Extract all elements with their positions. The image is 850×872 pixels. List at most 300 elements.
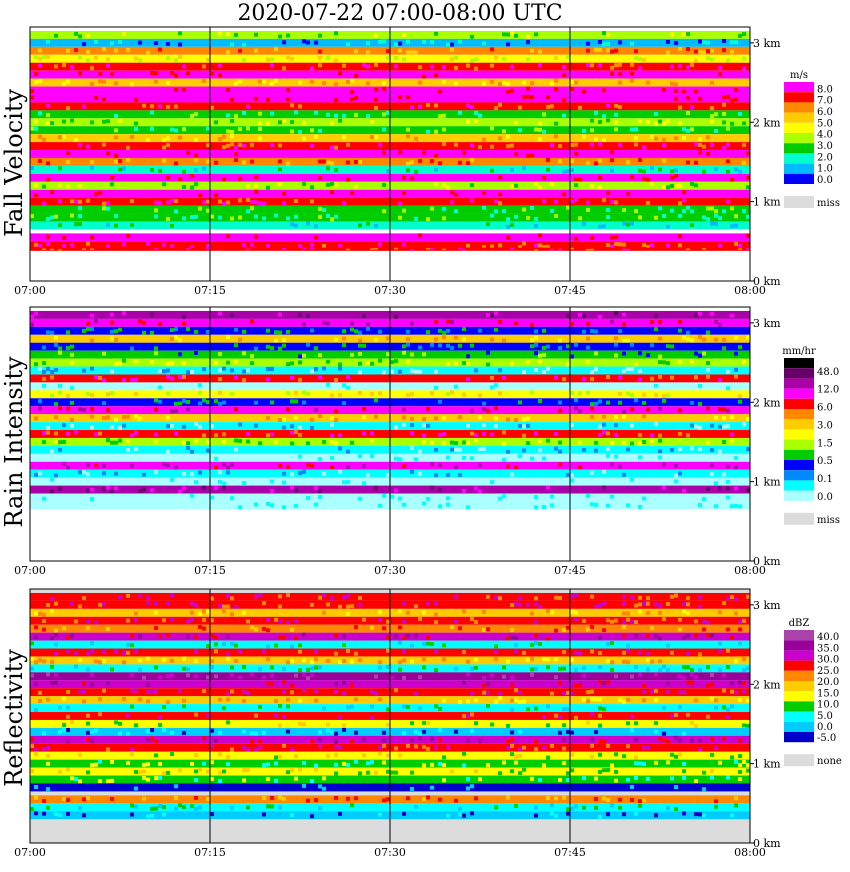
data-cell — [62, 479, 66, 483]
data-cell — [202, 486, 206, 490]
data-cell — [350, 683, 354, 687]
data-cell — [346, 605, 350, 609]
data-cell — [50, 478, 54, 482]
data-cell — [690, 721, 694, 725]
data-cell — [514, 755, 518, 759]
data-cell — [418, 675, 422, 679]
data-cell — [170, 617, 174, 621]
data-cell — [42, 619, 46, 623]
colorbar-swatch — [784, 712, 814, 722]
y-tick-label: 2 km — [753, 116, 781, 130]
data-cell — [538, 439, 542, 443]
data-cell — [230, 98, 234, 102]
data-cell — [498, 771, 502, 775]
data-cell — [462, 650, 466, 654]
data-cell — [266, 235, 270, 239]
data-cell — [602, 198, 606, 202]
data-cell — [250, 243, 254, 247]
data-cell — [578, 465, 582, 469]
data-cell — [690, 235, 694, 239]
data-cell — [362, 407, 366, 411]
data-cell — [530, 49, 534, 53]
data-cell — [642, 745, 646, 749]
data-cell — [66, 432, 70, 436]
data-cell — [714, 209, 718, 213]
data-cell — [654, 721, 658, 725]
data-cell — [646, 178, 650, 182]
data-cell — [326, 166, 330, 170]
data-cell — [630, 343, 634, 347]
data-cell — [386, 455, 390, 459]
data-cell — [630, 442, 634, 446]
data-cell — [458, 807, 462, 811]
data-cell — [326, 659, 330, 663]
data-cell — [226, 762, 230, 766]
data-cell — [174, 431, 178, 435]
data-cell — [378, 359, 382, 363]
data-cell — [342, 454, 346, 458]
data-cell — [226, 604, 230, 608]
data-cell — [678, 214, 682, 218]
data-cell — [490, 313, 494, 317]
data-cell — [210, 760, 214, 764]
data-cell — [718, 668, 722, 672]
data-cell — [630, 127, 634, 131]
data-cell — [338, 234, 342, 238]
data-cell — [218, 200, 222, 204]
data-cell — [146, 815, 150, 819]
data-cell — [642, 243, 646, 247]
data-cell — [398, 497, 402, 501]
data-cell — [258, 174, 262, 178]
data-cell — [454, 448, 458, 452]
data-cell — [590, 502, 594, 506]
data-cell — [726, 465, 730, 469]
data-cell — [410, 160, 414, 164]
data-cell — [570, 151, 574, 155]
data-cell — [710, 114, 714, 118]
data-cell — [598, 159, 602, 163]
data-cell — [458, 111, 462, 115]
data-cell — [498, 103, 502, 107]
data-cell — [470, 59, 474, 63]
data-cell — [698, 97, 702, 101]
data-cell — [86, 489, 90, 493]
data-cell — [218, 137, 222, 141]
data-cell — [30, 641, 34, 645]
data-cell — [602, 628, 606, 632]
data-cell — [510, 676, 514, 680]
data-cell — [58, 351, 62, 355]
data-cell — [710, 81, 714, 85]
data-cell — [118, 439, 122, 443]
data-cell — [370, 760, 374, 764]
data-cell — [166, 56, 170, 60]
data-cell — [174, 466, 178, 470]
data-cell — [706, 441, 710, 445]
data-cell — [310, 128, 314, 132]
data-cell — [442, 114, 446, 118]
data-cell — [162, 705, 166, 709]
data-cell — [222, 439, 226, 443]
data-cell — [694, 50, 698, 54]
data-cell — [286, 190, 290, 194]
data-cell — [138, 41, 142, 45]
data-cell — [578, 216, 582, 220]
data-cell — [690, 446, 694, 450]
data-cell — [486, 409, 490, 413]
data-cell — [590, 755, 594, 759]
data-cell — [62, 797, 66, 801]
data-cell — [574, 81, 578, 85]
data-cell — [414, 692, 418, 696]
data-cell — [286, 88, 290, 92]
data-cell — [474, 433, 478, 437]
data-cell — [234, 328, 238, 332]
y-tick-label: 3 km — [753, 316, 781, 330]
data-cell — [154, 346, 158, 350]
data-cell — [158, 369, 162, 373]
data-cell — [86, 667, 90, 671]
data-cell — [582, 666, 586, 670]
data-cell — [282, 119, 286, 123]
data-cell — [166, 375, 170, 379]
data-cell — [258, 739, 262, 743]
data-cell — [290, 768, 294, 772]
data-cell — [502, 458, 506, 462]
colorbar-swatch — [784, 429, 814, 439]
data-cell — [158, 400, 162, 404]
data-cell — [610, 169, 614, 173]
data-cell — [238, 143, 242, 147]
data-cell — [514, 215, 518, 219]
data-cell — [118, 119, 122, 123]
data-cell — [506, 217, 510, 221]
data-cell — [118, 362, 122, 366]
data-cell — [178, 234, 182, 238]
data-cell — [222, 383, 226, 387]
data-cell — [398, 49, 402, 53]
data-cell — [306, 668, 310, 672]
data-cell — [658, 206, 662, 210]
data-cell — [326, 233, 330, 237]
data-cell — [506, 739, 510, 743]
data-cell — [402, 57, 406, 61]
data-cell — [646, 777, 650, 781]
data-cell — [374, 771, 378, 775]
data-cell — [134, 787, 138, 791]
data-cell — [638, 57, 642, 61]
data-cell — [470, 198, 474, 202]
data-cell — [646, 785, 650, 789]
data-cell — [230, 666, 234, 670]
data-cell — [242, 161, 246, 165]
data-cell — [618, 465, 622, 469]
data-cell — [282, 418, 286, 422]
data-cell — [162, 497, 166, 501]
data-cell — [254, 748, 258, 752]
data-cell — [198, 402, 202, 406]
data-cell — [734, 368, 738, 372]
data-cell — [86, 392, 90, 396]
data-cell — [250, 319, 254, 323]
data-cell — [42, 177, 46, 181]
data-cell — [78, 658, 82, 662]
data-cell — [90, 641, 94, 645]
data-cell — [654, 673, 658, 677]
data-cell — [126, 643, 130, 647]
data-cell — [518, 424, 522, 428]
data-cell — [270, 367, 274, 371]
data-cell — [182, 657, 186, 661]
data-cell — [622, 323, 626, 327]
data-cell — [334, 690, 338, 694]
data-cell — [106, 151, 110, 155]
data-cell — [310, 369, 314, 373]
data-cell — [42, 659, 46, 663]
data-cell — [390, 360, 394, 364]
data-cell — [586, 346, 590, 350]
data-cell — [734, 760, 738, 764]
data-cell — [542, 763, 546, 767]
data-cell — [666, 739, 670, 743]
data-cell — [46, 330, 50, 334]
data-cell — [210, 634, 214, 638]
data-cell — [226, 635, 230, 639]
data-cell — [610, 150, 614, 154]
data-cell — [698, 335, 702, 339]
data-cell — [710, 119, 714, 123]
data-cell — [290, 659, 294, 663]
data-cell — [498, 243, 502, 247]
colorbar-swatch — [784, 701, 814, 711]
data-cell — [42, 138, 46, 142]
data-cell — [254, 97, 258, 101]
data-cell — [630, 785, 634, 789]
data-cell — [338, 433, 342, 437]
data-cell — [314, 764, 318, 768]
data-cell — [522, 208, 526, 212]
data-cell — [446, 344, 450, 348]
data-cell — [430, 207, 434, 211]
data-cell — [226, 32, 230, 36]
data-cell — [722, 674, 726, 678]
data-cell — [482, 191, 486, 195]
data-cell — [350, 97, 354, 101]
data-cell — [554, 796, 558, 800]
x-tick-label: 08:00 — [734, 564, 766, 577]
data-cell — [710, 682, 714, 686]
data-cell — [278, 604, 282, 608]
data-cell — [262, 796, 266, 800]
data-cell — [386, 56, 390, 60]
data-cell — [182, 150, 186, 154]
data-cell — [302, 322, 306, 326]
data-cell — [318, 129, 322, 133]
data-cell — [574, 618, 578, 622]
data-cell — [338, 119, 342, 123]
x-tick-label: 07:15 — [194, 846, 226, 859]
data-cell — [334, 409, 338, 413]
data-cell — [690, 223, 694, 227]
data-cell — [126, 619, 130, 623]
data-cell — [690, 739, 694, 743]
data-cell — [378, 618, 382, 622]
data-cell — [726, 95, 730, 99]
data-cell — [194, 215, 198, 219]
data-cell — [58, 183, 62, 187]
data-cell — [342, 692, 346, 696]
data-cell — [122, 167, 126, 171]
data-cell — [514, 152, 518, 156]
data-cell — [426, 130, 430, 134]
data-cell — [126, 494, 130, 498]
data-cell — [262, 79, 266, 83]
data-cell — [230, 748, 234, 752]
data-cell — [410, 721, 414, 725]
data-cell — [642, 169, 646, 173]
data-cell — [614, 752, 618, 756]
data-cell — [298, 494, 302, 498]
data-cell — [570, 807, 574, 811]
data-cell — [562, 667, 566, 671]
data-cell — [390, 71, 394, 75]
data-cell — [326, 161, 330, 165]
data-cell — [222, 482, 226, 486]
data-cell — [42, 497, 46, 501]
data-cell — [722, 425, 726, 429]
data-cell — [706, 49, 710, 53]
data-cell — [210, 618, 214, 622]
data-cell — [706, 217, 710, 221]
data-cell — [378, 504, 382, 508]
data-cell — [718, 425, 722, 429]
data-cell — [310, 144, 314, 148]
data-cell — [538, 399, 542, 403]
data-cell — [430, 481, 434, 485]
data-cell — [306, 153, 310, 157]
data-cell — [586, 391, 590, 395]
data-cell — [726, 159, 730, 163]
data-cell — [418, 479, 422, 483]
data-cell — [274, 643, 278, 647]
data-cell — [446, 814, 450, 818]
data-cell — [114, 486, 118, 490]
data-cell — [562, 650, 566, 654]
data-cell — [270, 346, 274, 350]
data-cell — [250, 672, 254, 676]
data-cell — [62, 63, 66, 67]
data-cell — [726, 486, 730, 490]
data-cell — [334, 168, 338, 172]
data-cell — [266, 98, 270, 102]
data-cell — [286, 391, 290, 395]
data-cell — [194, 439, 198, 443]
colorbar-unit: dBZ — [788, 618, 810, 629]
data-cell — [86, 199, 90, 203]
data-cell — [686, 160, 690, 164]
data-cell — [86, 731, 90, 735]
data-cell — [374, 675, 378, 679]
data-cell — [630, 367, 634, 371]
y-tick-label: 3 km — [753, 36, 781, 50]
data-cell — [454, 209, 458, 213]
data-cell — [86, 626, 90, 630]
data-cell — [214, 739, 218, 743]
data-cell — [746, 335, 750, 339]
data-cell — [742, 657, 746, 661]
data-cell — [286, 621, 290, 625]
data-cell — [418, 736, 422, 740]
data-cell — [690, 424, 694, 428]
data-cell — [86, 322, 90, 326]
data-cell — [154, 807, 158, 811]
data-cell — [694, 724, 698, 728]
data-cell — [466, 244, 470, 248]
data-cell — [254, 627, 258, 631]
data-cell — [286, 465, 290, 469]
data-cell — [278, 313, 282, 317]
data-cell — [562, 65, 566, 69]
data-cell — [146, 690, 150, 694]
data-cell — [234, 605, 238, 609]
data-cell — [542, 329, 546, 333]
data-cell — [582, 448, 586, 452]
data-cell — [162, 182, 166, 186]
data-cell — [114, 154, 118, 158]
data-cell — [678, 201, 682, 205]
data-cell — [454, 193, 458, 197]
colorbar-miss-swatch — [784, 754, 814, 766]
data-cell — [602, 797, 606, 801]
data-cell — [134, 98, 138, 102]
data-cell — [702, 384, 706, 388]
data-cell — [418, 233, 422, 237]
data-cell — [534, 495, 538, 499]
data-cell — [686, 47, 690, 51]
data-cell — [166, 143, 170, 147]
data-cell — [130, 673, 134, 677]
data-cell — [226, 144, 230, 148]
data-cell — [586, 690, 590, 694]
data-cell — [606, 401, 610, 405]
data-cell — [678, 320, 682, 324]
data-cell — [158, 322, 162, 326]
data-cell — [374, 398, 378, 402]
data-cell — [730, 755, 734, 759]
data-cell — [678, 234, 682, 238]
data-cell — [606, 191, 610, 195]
data-cell — [314, 798, 318, 802]
data-cell — [438, 400, 442, 404]
data-cell — [314, 649, 318, 653]
data-cell — [606, 431, 610, 435]
data-cell — [50, 681, 54, 685]
data-cell — [730, 504, 734, 508]
data-cell — [110, 797, 114, 801]
data-cell — [602, 415, 606, 419]
data-cell — [594, 605, 598, 609]
data-cell — [154, 41, 158, 45]
data-cell — [554, 657, 558, 661]
data-cell — [394, 635, 398, 639]
data-cell — [678, 618, 682, 622]
data-cell — [90, 683, 94, 687]
data-cell — [678, 64, 682, 68]
data-cell — [342, 401, 346, 405]
data-cell — [510, 184, 514, 188]
data-cell — [502, 129, 506, 133]
